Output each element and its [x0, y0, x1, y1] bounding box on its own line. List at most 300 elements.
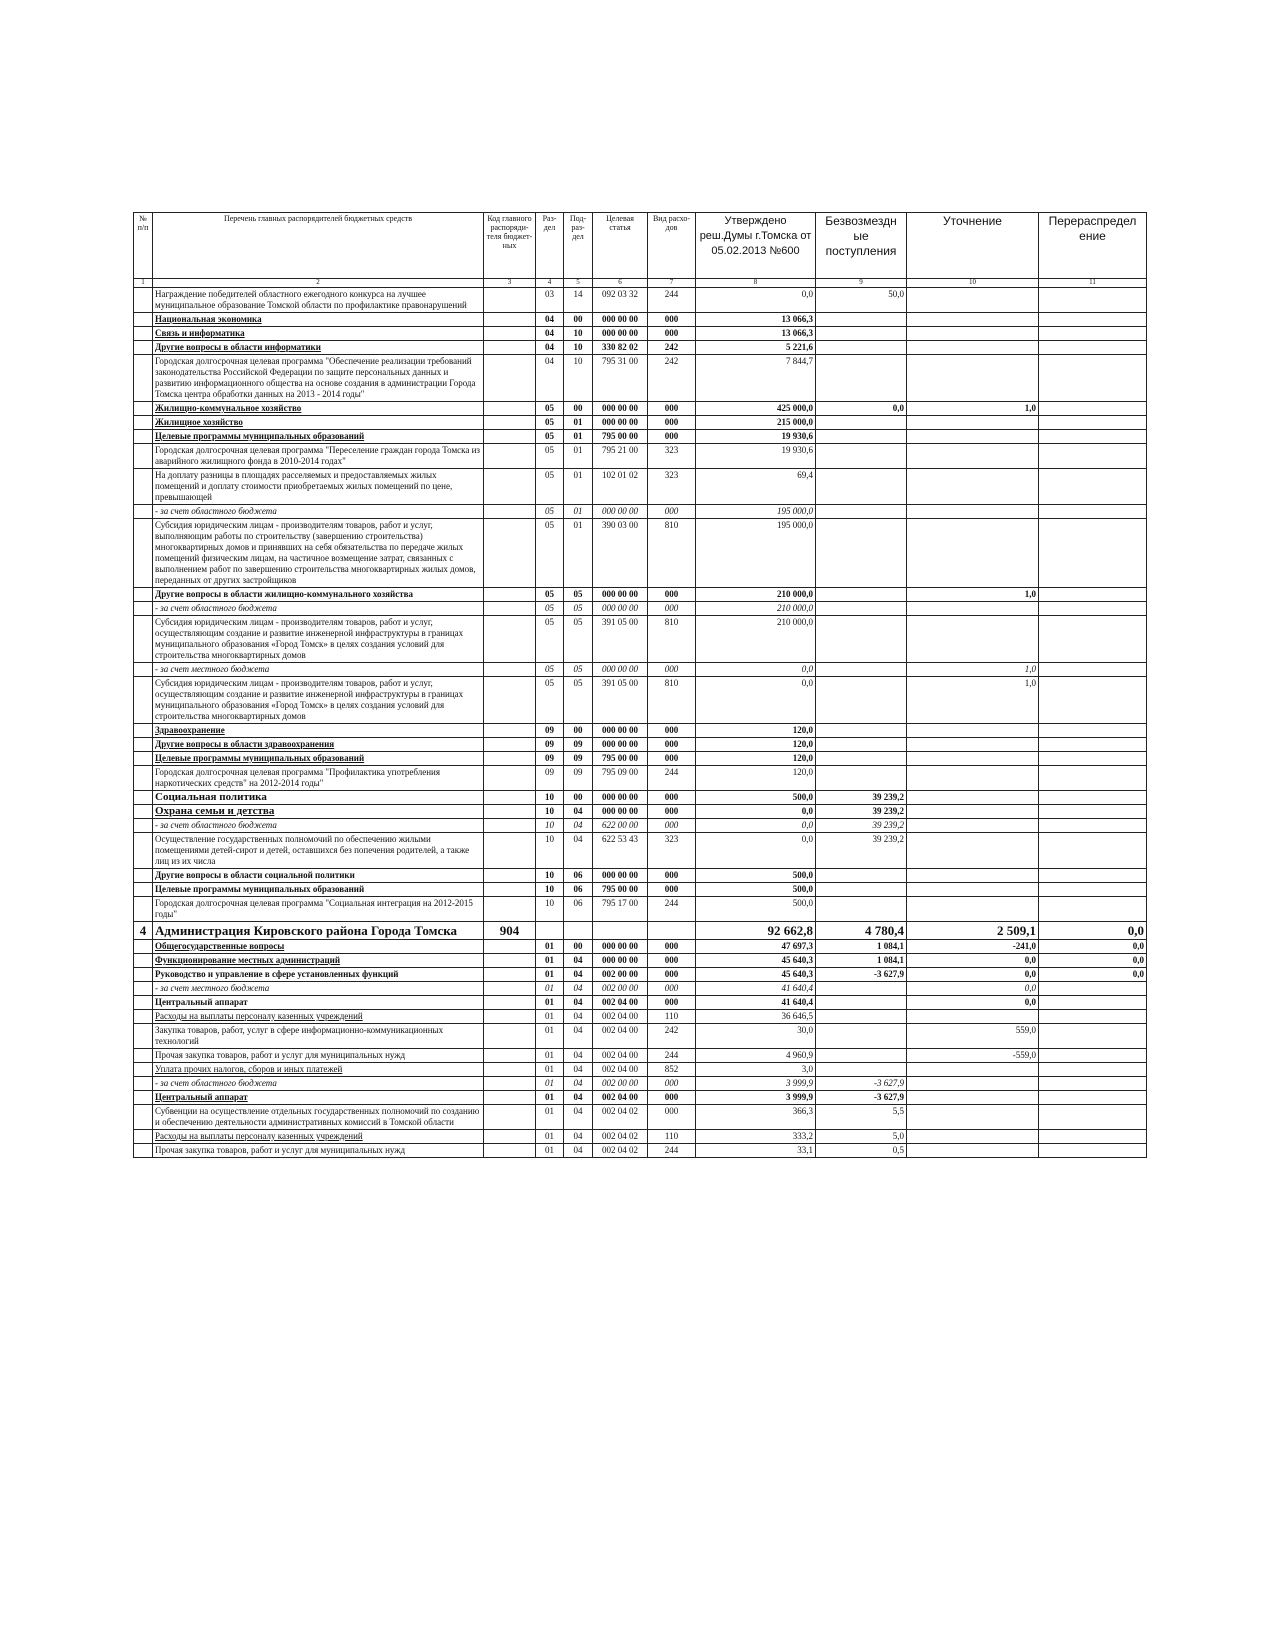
- row-expense-type: 000: [648, 752, 696, 766]
- row-clarification: [907, 724, 1039, 738]
- row-approved: 500,0: [696, 791, 816, 805]
- row-expense-type: 000: [648, 663, 696, 677]
- row-clarification: [907, 469, 1039, 505]
- column-number-row: [134, 279, 1147, 288]
- row-num: [134, 677, 153, 724]
- row-code: [484, 430, 536, 444]
- row-redistribution: [1039, 402, 1147, 416]
- row-num: [134, 752, 153, 766]
- row-podrazdel: 01: [564, 519, 593, 588]
- row-approved: 4 960,9: [696, 1049, 816, 1063]
- row-clarification: [907, 1144, 1039, 1158]
- table-row: [134, 1024, 1147, 1049]
- row-name: Центральный аппарат: [153, 1091, 484, 1105]
- table-row: [134, 313, 1147, 327]
- row-redistribution: [1039, 791, 1147, 805]
- row-grants: [816, 724, 907, 738]
- row-grants: [816, 430, 907, 444]
- row-redistribution: 0,0: [1039, 922, 1147, 940]
- row-expense-type: 323: [648, 469, 696, 505]
- row-name: Городская долгосрочная целевая программа "Обеспечение реализации требований законодательства Российской Федерации по защите персональных данных и развитию информационного общества на основе создания в администрации Города Томска центра обработки данных на 2013 - 2014 годы": [153, 355, 484, 402]
- row-grants: [816, 677, 907, 724]
- row-podrazdel: 04: [564, 1105, 593, 1130]
- row-redistribution: [1039, 1105, 1147, 1130]
- row-razdel: 09: [536, 752, 564, 766]
- row-code: [484, 766, 536, 791]
- row-target-article: 002 04 02: [593, 1144, 648, 1158]
- row-podrazdel: 01: [564, 430, 593, 444]
- row-target-article: 390 03 00: [593, 519, 648, 588]
- table-row: [134, 738, 1147, 752]
- row-grants: [816, 602, 907, 616]
- table-row: [134, 897, 1147, 922]
- row-podrazdel: 01: [564, 469, 593, 505]
- row-approved: 425 000,0: [696, 402, 816, 416]
- row-grants: 4 780,4: [816, 922, 907, 940]
- row-clarification: [907, 1091, 1039, 1105]
- row-clarification: [907, 805, 1039, 819]
- row-num: [134, 1144, 153, 1158]
- row-clarification: 1,0: [907, 402, 1039, 416]
- row-target-article: 000 00 00: [593, 588, 648, 602]
- row-name: Городская долгосрочная целевая программа "Социальная интеграция на 2012-2015 годы": [153, 897, 484, 922]
- row-expense-type: 810: [648, 519, 696, 588]
- row-target-article: 622 53 43: [593, 833, 648, 869]
- table-row: [134, 1077, 1147, 1091]
- row-clarification: [907, 833, 1039, 869]
- table-row: [134, 519, 1147, 588]
- row-podrazdel: 04: [564, 1049, 593, 1063]
- row-code: [484, 327, 536, 341]
- row-expense-type: 810: [648, 616, 696, 663]
- header-grants: Безвозмездн ые поступления: [816, 213, 907, 279]
- row-name: Осуществление государственных полномочий по обеспечению жилыми помещениями детей-сирот и детей, оставшихся без попечения родителей, а также лиц из их числа: [153, 833, 484, 869]
- row-expense-type: 000: [648, 968, 696, 982]
- row-podrazdel: 04: [564, 954, 593, 968]
- row-grants: 5,5: [816, 1105, 907, 1130]
- row-razdel: 10: [536, 897, 564, 922]
- row-grants: [816, 444, 907, 469]
- row-approved: 7 844,7: [696, 355, 816, 402]
- row-num: [134, 430, 153, 444]
- row-podrazdel: 04: [564, 833, 593, 869]
- row-clarification: [907, 1105, 1039, 1130]
- row-grants: [816, 752, 907, 766]
- row-podrazdel: 10: [564, 355, 593, 402]
- row-target-article: 330 82 02: [593, 341, 648, 355]
- row-num: [134, 1049, 153, 1063]
- col-number: 7: [648, 279, 696, 288]
- row-code: 904: [484, 922, 536, 940]
- table-row: [134, 327, 1147, 341]
- row-expense-type: 000: [648, 602, 696, 616]
- row-podrazdel: 04: [564, 1130, 593, 1144]
- row-redistribution: [1039, 288, 1147, 313]
- row-target-article: 000 00 00: [593, 416, 648, 430]
- row-redistribution: [1039, 897, 1147, 922]
- row-grants: [816, 1024, 907, 1049]
- table-row: [134, 341, 1147, 355]
- row-code: [484, 505, 536, 519]
- row-code: [484, 996, 536, 1010]
- row-num: [134, 738, 153, 752]
- table-row: [134, 982, 1147, 996]
- row-target-article: 102 01 02: [593, 469, 648, 505]
- row-num: [134, 327, 153, 341]
- table-row: [134, 602, 1147, 616]
- row-expense-type: 244: [648, 288, 696, 313]
- row-grants: 50,0: [816, 288, 907, 313]
- row-target-article: 000 00 00: [593, 327, 648, 341]
- row-podrazdel: 04: [564, 968, 593, 982]
- col-number: 11: [1039, 279, 1147, 288]
- col-number: 8: [696, 279, 816, 288]
- row-approved: 41 640,4: [696, 996, 816, 1010]
- row-name: Другие вопросы в области жилищно-коммунального хозяйства: [153, 588, 484, 602]
- row-razdel: 10: [536, 791, 564, 805]
- row-razdel: 01: [536, 1105, 564, 1130]
- col-number: 6: [593, 279, 648, 288]
- row-podrazdel: 00: [564, 940, 593, 954]
- table-row: [134, 430, 1147, 444]
- row-podrazdel: 09: [564, 738, 593, 752]
- row-redistribution: [1039, 313, 1147, 327]
- row-grants: [816, 982, 907, 996]
- row-redistribution: [1039, 616, 1147, 663]
- row-expense-type: 000: [648, 588, 696, 602]
- row-podrazdel: 09: [564, 766, 593, 791]
- row-grants: [816, 355, 907, 402]
- row-redistribution: [1039, 341, 1147, 355]
- row-podrazdel: 04: [564, 996, 593, 1010]
- row-razdel: 05: [536, 677, 564, 724]
- row-num: [134, 724, 153, 738]
- row-approved: 5 221,6: [696, 341, 816, 355]
- row-expense-type: 242: [648, 355, 696, 402]
- row-name: Функционирование местных администраций: [153, 954, 484, 968]
- row-name: Субсидия юридическим лицам - производителям товаров, работ и услуг, осуществляющим создание и развитие инженерной инфраструктуры в границах муниципального образования «Город Томск» в целях создания условий для строительства многоквартирных домов: [153, 616, 484, 663]
- row-razdel: 09: [536, 724, 564, 738]
- col-number: 2: [153, 279, 484, 288]
- row-razdel: 01: [536, 1010, 564, 1024]
- row-code: [484, 313, 536, 327]
- row-expense-type: 000: [648, 791, 696, 805]
- row-redistribution: [1039, 982, 1147, 996]
- row-code: [484, 833, 536, 869]
- header-vr: Вид расхо-дов: [648, 213, 696, 279]
- row-expense-type: 000: [648, 940, 696, 954]
- row-razdel: 05: [536, 430, 564, 444]
- row-razdel: 04: [536, 341, 564, 355]
- col-number: 3: [484, 279, 536, 288]
- row-razdel: 10: [536, 833, 564, 869]
- row-target-article: 795 31 00: [593, 355, 648, 402]
- row-podrazdel: 00: [564, 724, 593, 738]
- row-code: [484, 805, 536, 819]
- row-razdel: 01: [536, 1049, 564, 1063]
- header-podrazdel: Под-раз-дел: [564, 213, 593, 279]
- row-razdel: 01: [536, 1130, 564, 1144]
- row-redistribution: [1039, 602, 1147, 616]
- table-row: [134, 416, 1147, 430]
- row-podrazdel: 04: [564, 805, 593, 819]
- header-name: Перечень главных распорядителей бюджетных средств: [153, 213, 484, 279]
- table-row: [134, 819, 1147, 833]
- row-expense-type: 000: [648, 430, 696, 444]
- row-approved: 92 662,8: [696, 922, 816, 940]
- header-razdel: Раз-дел: [536, 213, 564, 279]
- row-name: Другие вопросы в области информатики: [153, 341, 484, 355]
- row-name: Жилищное хозяйство: [153, 416, 484, 430]
- row-redistribution: 0,0: [1039, 968, 1147, 982]
- row-razdel: 10: [536, 869, 564, 883]
- row-razdel: 05: [536, 588, 564, 602]
- row-name: Охрана семьи и детства: [153, 805, 484, 819]
- row-expense-type: 852: [648, 1063, 696, 1077]
- row-target-article: 795 17 00: [593, 897, 648, 922]
- row-clarification: 0,0: [907, 982, 1039, 996]
- row-grants: 39 239,2: [816, 833, 907, 869]
- row-expense-type: 000: [648, 819, 696, 833]
- row-podrazdel: 14: [564, 288, 593, 313]
- row-approved: 13 066,3: [696, 327, 816, 341]
- row-clarification: 559,0: [907, 1024, 1039, 1049]
- row-expense-type: 242: [648, 1024, 696, 1049]
- row-razdel: [536, 922, 564, 940]
- row-target-article: 092 03 32: [593, 288, 648, 313]
- row-code: [484, 1077, 536, 1091]
- row-target-article: 000 00 00: [593, 954, 648, 968]
- row-target-article: 000 00 00: [593, 791, 648, 805]
- row-expense-type: 000: [648, 869, 696, 883]
- row-razdel: 09: [536, 738, 564, 752]
- row-clarification: [907, 519, 1039, 588]
- row-target-article: 622 00 00: [593, 819, 648, 833]
- row-name: Здравоохранение: [153, 724, 484, 738]
- row-redistribution: [1039, 1049, 1147, 1063]
- row-clarification: [907, 444, 1039, 469]
- header-redistribution: Перераспредел ение: [1039, 213, 1147, 279]
- row-podrazdel: 00: [564, 402, 593, 416]
- row-podrazdel: 04: [564, 1063, 593, 1077]
- col-number: 4: [536, 279, 564, 288]
- row-num: [134, 996, 153, 1010]
- row-code: [484, 968, 536, 982]
- table-row: [134, 402, 1147, 416]
- row-approved: 195 000,0: [696, 505, 816, 519]
- row-code: [484, 954, 536, 968]
- row-podrazdel: 04: [564, 1010, 593, 1024]
- row-target-article: 000 00 00: [593, 663, 648, 677]
- row-podrazdel: 06: [564, 883, 593, 897]
- row-approved: 500,0: [696, 883, 816, 897]
- row-grants: [816, 616, 907, 663]
- row-name: Закупка товаров, работ, услуг в сфере информационно-коммуникационных технологий: [153, 1024, 484, 1049]
- row-approved: 69,4: [696, 469, 816, 505]
- table-row: [134, 1091, 1147, 1105]
- row-clarification: 0,0: [907, 954, 1039, 968]
- row-expense-type: 000: [648, 954, 696, 968]
- row-grants: [816, 663, 907, 677]
- row-code: [484, 616, 536, 663]
- row-razdel: 01: [536, 1063, 564, 1077]
- header-approved: Утверждено реш.Думы г.Томска от 05.02.2013 №600: [696, 213, 816, 279]
- row-clarification: [907, 791, 1039, 805]
- row-num: 4: [134, 922, 153, 940]
- row-code: [484, 602, 536, 616]
- row-clarification: [907, 416, 1039, 430]
- row-podrazdel: 00: [564, 313, 593, 327]
- row-podrazdel: 09: [564, 752, 593, 766]
- row-redistribution: [1039, 588, 1147, 602]
- row-num: [134, 616, 153, 663]
- table-row: [134, 869, 1147, 883]
- row-podrazdel: [564, 922, 593, 940]
- row-razdel: 05: [536, 519, 564, 588]
- row-name: Национальная экономика: [153, 313, 484, 327]
- col-number: 5: [564, 279, 593, 288]
- row-approved: 210 000,0: [696, 602, 816, 616]
- row-num: [134, 313, 153, 327]
- row-code: [484, 663, 536, 677]
- row-num: [134, 954, 153, 968]
- row-expense-type: 242: [648, 341, 696, 355]
- row-num: [134, 897, 153, 922]
- row-grants: 39 239,2: [816, 819, 907, 833]
- row-target-article: 000 00 00: [593, 313, 648, 327]
- row-code: [484, 1130, 536, 1144]
- row-razdel: 05: [536, 505, 564, 519]
- row-grants: [816, 738, 907, 752]
- row-code: [484, 1144, 536, 1158]
- row-code: [484, 519, 536, 588]
- row-grants: -3 627,9: [816, 1077, 907, 1091]
- row-target-article: 000 00 00: [593, 602, 648, 616]
- row-name: Администрация Кировского района Города Томска: [153, 922, 484, 940]
- row-redistribution: [1039, 1091, 1147, 1105]
- row-target-article: 000 00 00: [593, 724, 648, 738]
- table-row: [134, 833, 1147, 869]
- row-approved: 366,3: [696, 1105, 816, 1130]
- row-razdel: 01: [536, 1024, 564, 1049]
- row-num: [134, 791, 153, 805]
- row-razdel: 01: [536, 1144, 564, 1158]
- row-razdel: 05: [536, 444, 564, 469]
- row-redistribution: [1039, 444, 1147, 469]
- row-num: [134, 819, 153, 833]
- row-podrazdel: 10: [564, 341, 593, 355]
- row-code: [484, 444, 536, 469]
- row-code: [484, 869, 536, 883]
- row-razdel: 10: [536, 819, 564, 833]
- row-code: [484, 288, 536, 313]
- table-row: [134, 588, 1147, 602]
- row-code: [484, 588, 536, 602]
- row-approved: 13 066,3: [696, 313, 816, 327]
- row-grants: [816, 766, 907, 791]
- row-num: [134, 805, 153, 819]
- row-name: Руководство и управление в сфере установленных функций: [153, 968, 484, 982]
- row-redistribution: [1039, 1063, 1147, 1077]
- row-approved: 0,0: [696, 805, 816, 819]
- row-clarification: [907, 752, 1039, 766]
- row-clarification: [907, 1130, 1039, 1144]
- row-num: [134, 1063, 153, 1077]
- table-row: [134, 883, 1147, 897]
- row-code: [484, 1010, 536, 1024]
- row-target-article: 795 00 00: [593, 883, 648, 897]
- row-num: [134, 355, 153, 402]
- header-code: Код главного распоряди-теля бюджет-ных: [484, 213, 536, 279]
- col-number: 10: [907, 279, 1039, 288]
- row-podrazdel: 01: [564, 444, 593, 469]
- row-name: - за счет областного бюджета: [153, 1077, 484, 1091]
- row-code: [484, 402, 536, 416]
- row-redistribution: [1039, 738, 1147, 752]
- row-grants: [816, 416, 907, 430]
- row-grants: [816, 996, 907, 1010]
- row-expense-type: 110: [648, 1010, 696, 1024]
- row-razdel: 01: [536, 954, 564, 968]
- row-expense-type: 000: [648, 416, 696, 430]
- row-num: [134, 1010, 153, 1024]
- row-num: [134, 940, 153, 954]
- row-expense-type: 000: [648, 1077, 696, 1091]
- row-num: [134, 968, 153, 982]
- row-redistribution: [1039, 505, 1147, 519]
- row-code: [484, 1049, 536, 1063]
- row-grants: 0,0: [816, 402, 907, 416]
- row-grants: 5,0: [816, 1130, 907, 1144]
- row-redistribution: [1039, 416, 1147, 430]
- row-razdel: 10: [536, 805, 564, 819]
- row-num: [134, 1130, 153, 1144]
- row-target-article: 002 04 00: [593, 1049, 648, 1063]
- row-approved: 41 640,4: [696, 982, 816, 996]
- row-expense-type: 244: [648, 1049, 696, 1063]
- row-approved: 19 930,6: [696, 444, 816, 469]
- row-razdel: 04: [536, 313, 564, 327]
- table-row: [134, 805, 1147, 819]
- row-expense-type: 810: [648, 677, 696, 724]
- row-razdel: 01: [536, 996, 564, 1010]
- row-approved: 0,0: [696, 833, 816, 869]
- row-grants: 0,5: [816, 1144, 907, 1158]
- row-podrazdel: 04: [564, 1077, 593, 1091]
- row-podrazdel: 05: [564, 602, 593, 616]
- row-code: [484, 1063, 536, 1077]
- row-num: [134, 1024, 153, 1049]
- row-approved: 195 000,0: [696, 519, 816, 588]
- row-approved: 0,0: [696, 819, 816, 833]
- row-expense-type: 244: [648, 1144, 696, 1158]
- row-redistribution: [1039, 469, 1147, 505]
- row-clarification: [907, 313, 1039, 327]
- table-row: [134, 469, 1147, 505]
- row-approved: 45 640,3: [696, 968, 816, 982]
- row-clarification: [907, 883, 1039, 897]
- row-name: Прочая закупка товаров, работ и услуг для муниципальных нужд: [153, 1144, 484, 1158]
- row-target-article: 795 00 00: [593, 752, 648, 766]
- budget-sheet: [133, 212, 1147, 1158]
- row-podrazdel: 05: [564, 663, 593, 677]
- row-redistribution: 0,0: [1039, 954, 1147, 968]
- table-row: [134, 1105, 1147, 1130]
- row-grants: [816, 1010, 907, 1024]
- row-redistribution: [1039, 1130, 1147, 1144]
- row-target-article: 000 00 00: [593, 505, 648, 519]
- row-redistribution: [1039, 1010, 1147, 1024]
